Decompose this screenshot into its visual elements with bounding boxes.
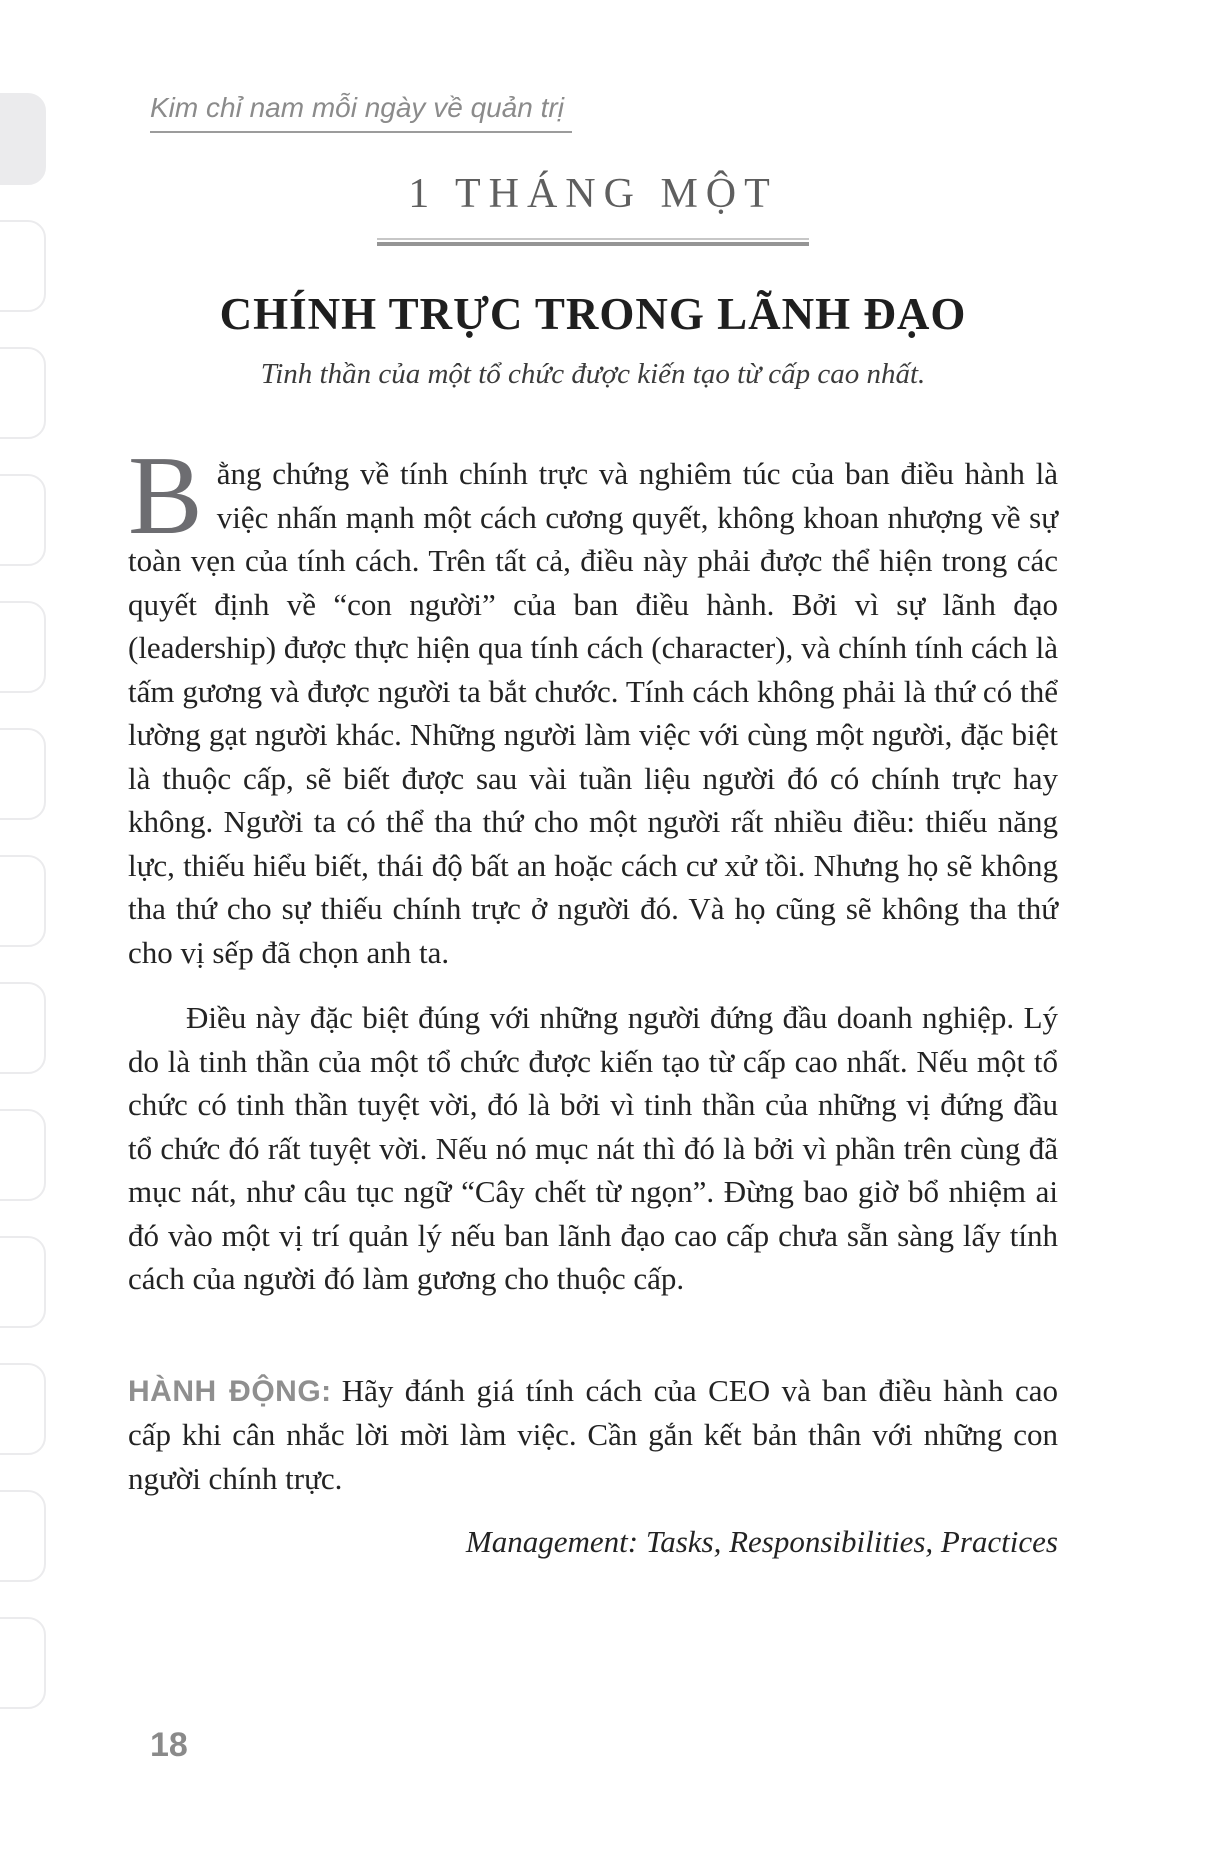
page-number: 18 [150, 1726, 188, 1764]
page-thumbnail-tab[interactable] [0, 1109, 46, 1201]
page-thumbnail-tab[interactable] [0, 220, 46, 312]
page-thumbnail-tab[interactable] [0, 1617, 46, 1709]
month-kicker: 1 THÁNG MỘT [408, 171, 778, 217]
body-text [128, 434, 1058, 1564]
page-thumbnail-tab[interactable] [0, 982, 46, 1074]
page-thumbnail-tab[interactable] [0, 347, 46, 439]
page-thumbnail-tab[interactable] [0, 1236, 46, 1328]
chapter-title: CHÍNH TRỰC TRONG LÃNH ĐẠO [219, 289, 967, 339]
running-head: Kim chỉ nam mỗi ngày về quản trị [150, 92, 572, 133]
page-thumbnail-tab[interactable] [0, 1363, 46, 1455]
page-thumbnail-tab[interactable] [0, 93, 46, 185]
source-citation: Management: Tasks, Responsibilities, Practices [465, 1524, 1058, 1559]
drop-cap: B [128, 434, 203, 558]
paragraph-1 [128, 434, 1058, 974]
page-thumbnail-tab[interactable] [0, 474, 46, 566]
double-rule [377, 238, 809, 246]
action-paragraph [128, 1369, 1058, 1501]
paragraph-2: Điều này đặc biệt đúng với những người đứng đầu doanh nghiệp. Lý do là tinh thần của một tổ chức được kiến tạo từ cấp cao nhất. Nếu một tổ chức có tinh thần tuyệt vời, đó là bởi vì tinh thần của những vị đứng đầu tổ chức đó rất tuyệt vời. Nếu nó mục nát thì đó là bởi vì phần trên cùng đã mục nát, như câu tục ngữ “Cây chết từ ngọn”. Đừng bao giờ bổ nhiệm ai đó vào một vị trí quản lý nếu ban lãnh đạo cao cấp chưa sẵn sàng lấy tính cách của người đó làm gương cho thuộc cấp. [128, 1000, 1058, 1296]
action-text: Hãy đánh giá tính cách của CEO và ban điều hành cao cấp khi cân nhắc lời mời làm việc. Cần gắn kết bản thân với những con người chính trực. [128, 1372, 1058, 1496]
chapter-subtitle: Tinh thần của một tổ chức được kiến tạo từ cấp cao nhất. [260, 358, 926, 390]
page-thumbnail-tab[interactable] [0, 728, 46, 820]
action-label: HÀNH ĐỘNG: [128, 1374, 332, 1408]
page-thumbnail-tab[interactable] [0, 601, 46, 693]
paragraph-1-text: ằng chứng về tính chính trực và nghiêm túc của ban điều hành là việc nhấn mạnh một cách cương quyết, không khoan nhượng về sự toàn vẹn của tính cách. Trên tất cả, điều này phải được thể hiện trong các quyết định về “con người” của ban điều hành. Bởi vì sự lãnh đạo (leadership) được thực hiện qua tính cách (character), và chính tính cách là tấm gương và được người ta bắt chước. Tính cách không phải là thứ có thể lường gạt người khác. Những người làm việc với cùng một người, đặc biệt là thuộc cấp, sẽ biết được sau vài tuần liệu người đó có chính trực hay không. Người ta có thể tha thứ cho một người rất nhiều điều: thiếu năng lực, thiếu hiểu biết, thái độ bất an hoặc cách cư xử tồi. Nhưng họ sẽ không tha thứ cho sự thiếu chính trực ở người đó. Và họ cũng sẽ không tha thứ cho vị sếp đã chọn anh ta. [128, 456, 1058, 970]
page-thumbnail-tab[interactable] [0, 855, 46, 947]
page-thumbnail-tab[interactable] [0, 1490, 46, 1582]
